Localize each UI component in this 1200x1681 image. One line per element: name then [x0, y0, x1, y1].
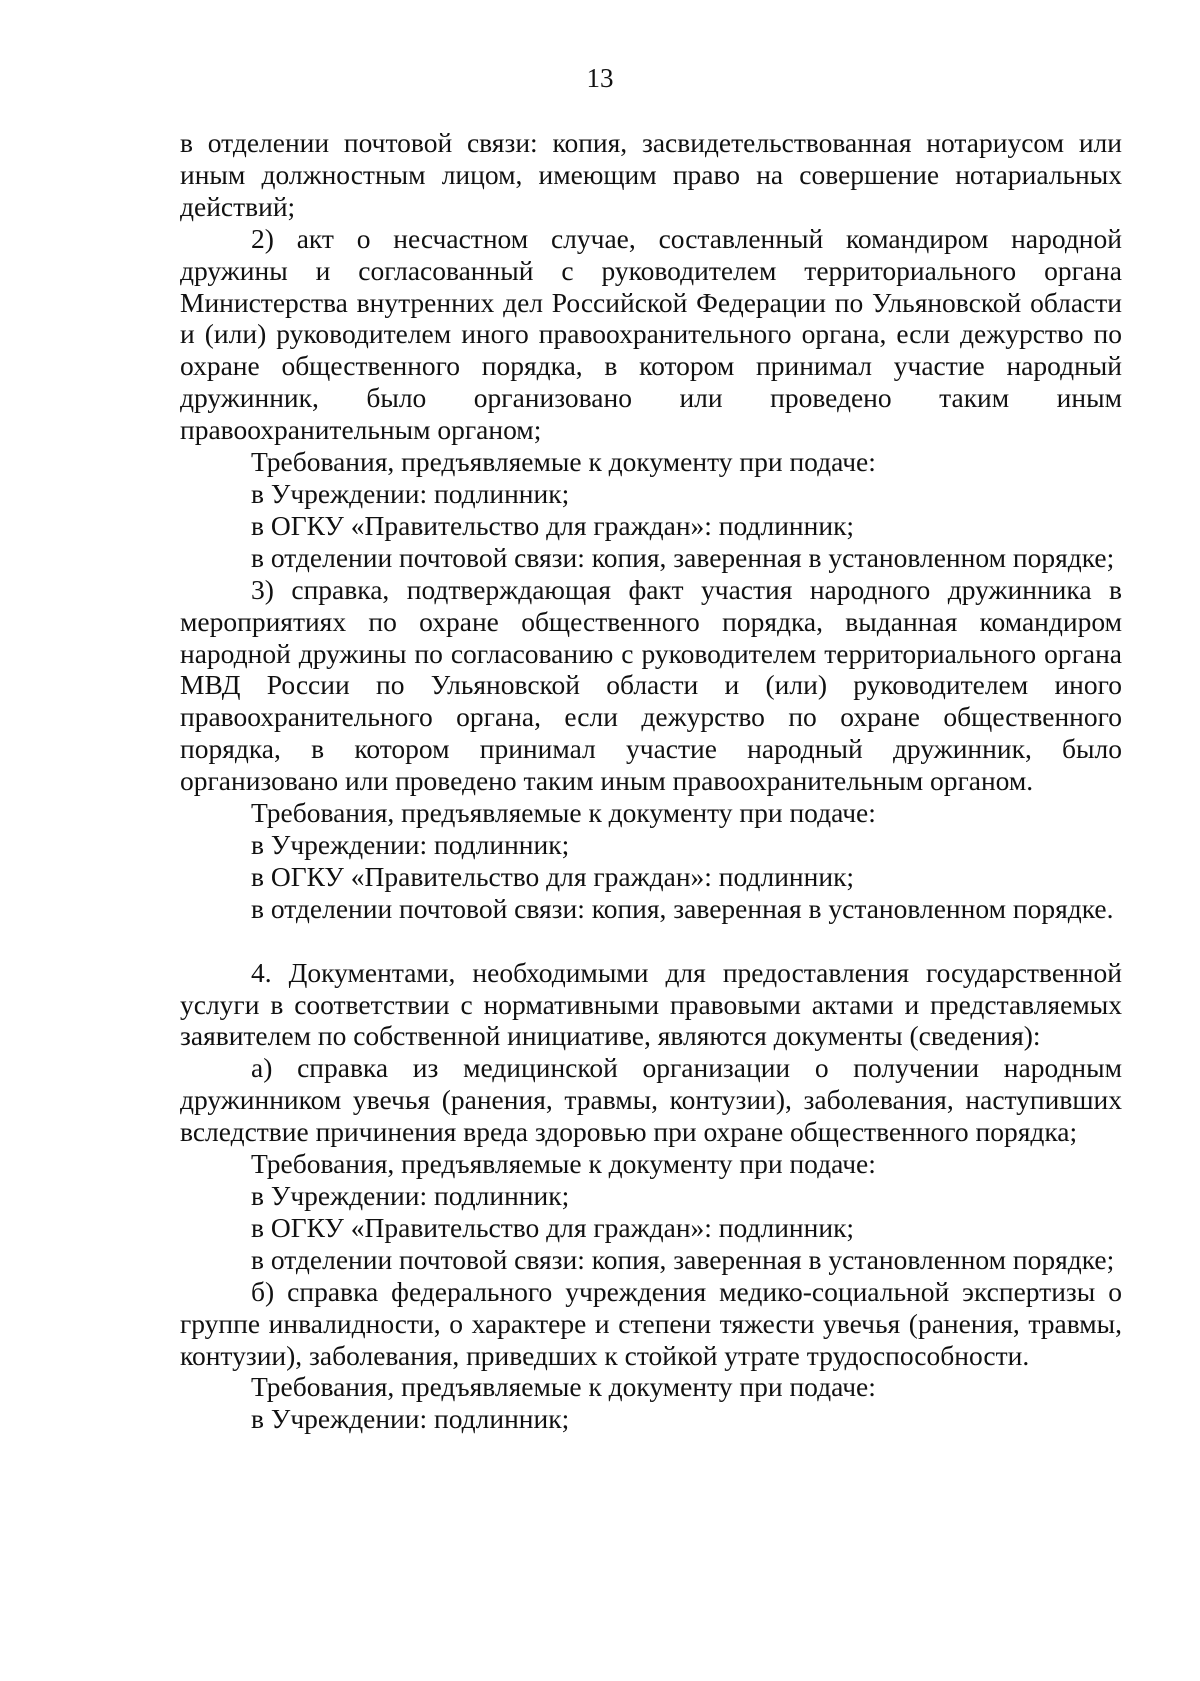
paragraph-section-4-documents: 4. Документами, необходимыми для предоставления государственной услуги в соответствии с нормативными правовыми актами и представляемых заявителем по собственной инициативе, являются документы (сведения): [180, 956, 1122, 1052]
paragraph-postal-notarized: в отделении почтовой связи: копия, засвидетельствованная нотариусом или иным должностным лицом, имеющим право на совершение нотариальных действий; [180, 127, 1122, 222]
paragraph-requirement-ogku: в ОГКУ «Правительство для граждан»: подлинник; [251, 1211, 855, 1243]
paragraph-requirement-institution: в Учреждении: подлинник; [251, 1403, 570, 1435]
paragraph-requirement-postal: в отделении почтовой связи: копия, заверенная в установленном порядке; [251, 1243, 1115, 1275]
paragraph-item-b-mse-certificate: б) справка федерального учреждения медико-социальной экспертизы о группе инвалидности, о характере и степени тяжести увечья (ранения, травмы, контузии), заболевания, приведших к стойкой утрате трудоспособности. [180, 1275, 1122, 1371]
paragraph-requirement-ogku: в ОГКУ «Правительство для граждан»: подлинник; [251, 860, 855, 892]
paragraph-requirement-institution: в Учреждении: подлинник; [251, 1180, 570, 1211]
paragraph-item-a-medical-certificate: а) справка из медицинской организации о получении народным дружинником увечья (ранения, травмы, контузии), заболевания, наступивших вследствие причинения вреда здоровью при охране общественного порядка; [180, 1052, 1122, 1148]
paragraph-requirements-heading: Требования, предъявляемые к документу при подаче: [251, 1148, 876, 1180]
document-body [180, 127, 1122, 1435]
paragraph-requirement-postal: в отделении почтовой связи: копия, заверенная в установленном порядке. [251, 892, 1114, 924]
paragraph-requirement-ogku: в ОГКУ «Правительство для граждан»: подлинник; [251, 509, 855, 541]
paragraph-item-3-participation-certificate: 3) справка, подтверждающая факт участия народного дружинника в мероприятиях по охране общественного порядка, выданная командиром народной дружины по согласованию с руководителем территориального органа МВД России по Ульяновской области и (или) руководителем иного правоохранительного органа, если дежурство по охране общественного порядка, в котором принимал участие народный дружинник, было организовано или проведено таким иным правоохранительным органом. [180, 573, 1122, 797]
paragraph-item-2-accident-act: 2) акт о несчастном случае, составленный командиром народной дружины и согласованный с руководителем территориального органа Министерства внутренних дел Российской Федерации по Ульяновской области и (или) руководителем иного правоохранительного органа, если дежурство по охране общественного порядка, в котором принимал участие народный дружинник, было организовано или проведено таким иным правоохранительным органом; [180, 222, 1122, 446]
paragraph-requirements-heading: Требования, предъявляемые к документу при подаче: [251, 797, 876, 829]
paragraph-requirements-heading: Требования, предъявляемые к документу при подаче: [251, 446, 876, 478]
paragraph-requirements-heading: Требования, предъявляемые к документу при подаче: [251, 1371, 876, 1403]
page-number: 13 [586, 63, 614, 93]
paragraph-requirement-institution: в Учреждении: подлинник; [251, 828, 570, 860]
paragraph-requirement-postal: в отделении почтовой связи: копия, заверенная в установленном порядке; [251, 541, 1115, 573]
paragraph-requirement-institution: в Учреждении: подлинник; [251, 477, 570, 509]
